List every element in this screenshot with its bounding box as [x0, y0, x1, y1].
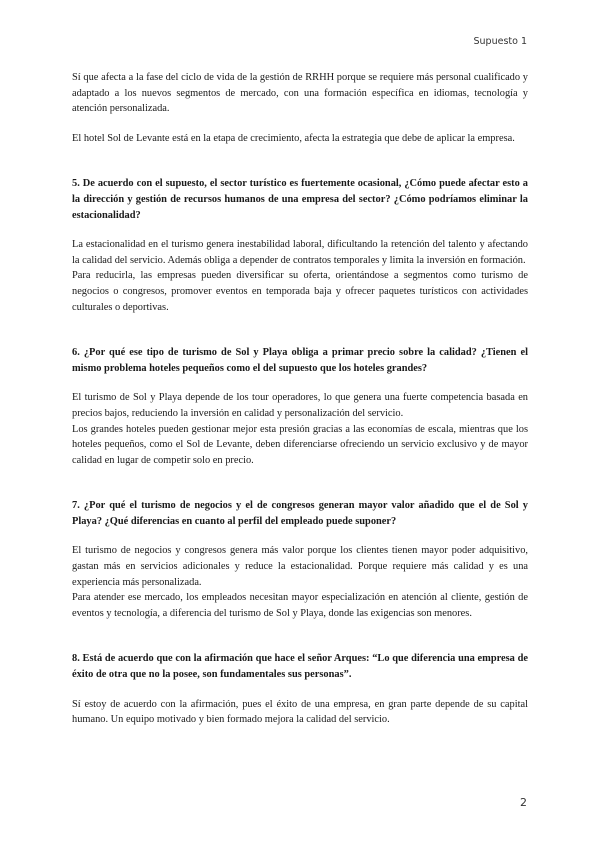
section-question-7 [72, 498, 528, 621]
answer-7-paragraph-2: Para atender ese mercado, los empleados necesitan mayor especialización en atención al cliente, gestión de eventos y tecnología, a diferencia del turismo de Sol y Playa, donde las exigencias son menores. [72, 592, 528, 619]
answer-8-paragraph-1: Sí estoy de acuerdo con la afirmación, pues el éxito de una empresa, en gran parte depende de su capital humano. Un equipo motivado y bien formado mejora la calidad del servicio. [72, 698, 528, 726]
answer-5-paragraph-2: Para reducirla, las empresas pueden diversificar su oferta, orientándose a segmentos como turismo de negocios o congresos, promover eventos en temporada baja y ofrecer paquetes turísticos con actividades culturales o deportivas. [72, 270, 528, 313]
answer-7-paragraph-1: El turismo de negocios y congresos genera más valor porque los clientes tienen mayor poder adquisitivo, gastan más en servicios adicionales y reduce la estacionalidad. Porque requiere más calidad y es una experiencia más personalizada. [72, 545, 528, 588]
answer-6-paragraph-2: Los grandes hoteles pueden gestionar mejor esta presión gracias a las economías de escala, mientras que los hoteles pequeños, como el Sol de Levante, deben diferenciarse ofreciendo un servicio exclusivo y de mayor calidad en lugar de competir solo en precio. [72, 423, 528, 466]
page-header: Supuesto 1 [473, 36, 527, 47]
section-question-5 [72, 176, 528, 315]
question-5-heading: 5. De acuerdo con el supuesto, el sector turístico es fuertemente ocasional, ¿Cómo puede afectar esto a la dirección y gestión de recursos humanos de una empresa del sector? ¿Cómo podríamos eliminar la estacionalidad? [72, 178, 528, 221]
question-8-heading: 8. Está de acuerdo que con la afirmación que hace el señor Arques: “Lo que diferencia una empresa de éxito de otra que no la posee, son fundamentales sus personas”. [72, 653, 528, 681]
answer-6-paragraph-1: El turismo de Sol y Playa depende de los tour operadores, lo que genera una fuerte competencia basada en precios bajos, reduciendo la inversión en calidad y personalización del servicio. [72, 392, 528, 419]
question-7-heading: 7. ¿Por qué el turismo de negocios y el de congresos generan mayor valor añadido que el de Sol y Playa? ¿Qué diferencias en cuanto al perfil del empleado puede suponer? [72, 500, 528, 527]
page-number: 2 [520, 796, 527, 809]
intro-paragraph-2: El hotel Sol de Levante está en la etapa de crecimiento, afecta la estrategia que debe de aplicar la empresa. [72, 132, 515, 144]
question-6-heading: 6. ¿Por qué ese tipo de turismo de Sol y Playa obliga a primar precio sobre la calidad? ¿Tienen el mismo problema hoteles pequeños como el del supuesto que los hoteles grandes? [72, 347, 528, 374]
section-question-6 [72, 345, 528, 468]
intro-paragraph-1: Sí que afecta a la fase del ciclo de vida de la gestión de RRHH porque se requiere más personal cualificado y adaptado a los nuevos segmentos de mercado, con una formación específica en idiomas, tecnología y atención personalizada. [72, 72, 528, 115]
section-question-8 [72, 651, 528, 727]
document-body [72, 70, 528, 728]
answer-5-paragraph-1: La estacionalidad en el turismo genera inestabilidad laboral, dificultando la retención del talento y afectando la calidad del servicio. Además obliga a depender de contratos temporales y limita la inversión en formación. [72, 239, 528, 266]
